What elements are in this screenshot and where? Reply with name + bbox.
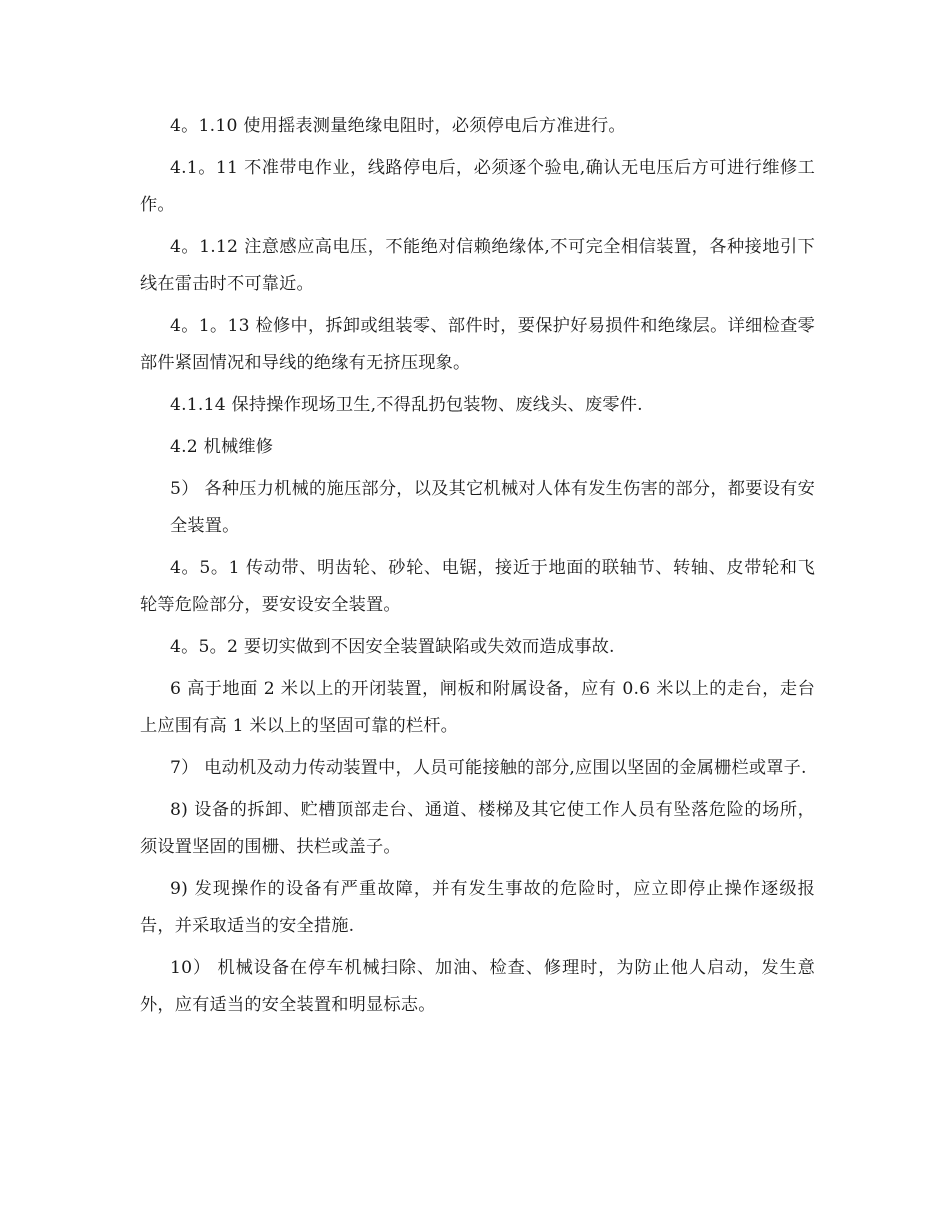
- paragraph-4-5-2: 4。5。2 要切实做到不因安全装置缺陷或失效而造成事故.: [170, 637, 615, 657]
- paragraph-item-8: 8) 设备的拆卸、贮槽顶部走台、通道、楼梯及其它使工作人员有坠落危险的场所，须设置坚固的围栅、扶栏或盖子。: [140, 800, 815, 857]
- paragraph-4-5-1: 4。5。1 传动带、明齿轮、砂轮、电锯，接近于地面的联轴节、转轴、皮带轮和飞轮等危险部分，要安设安全装置。: [140, 558, 815, 615]
- document-page: [140, 108, 815, 1029]
- section-heading-4-2: 4.2 机械维修: [170, 437, 274, 457]
- paragraph-4-1-12: 4。1.12 注意感应高电压，不能绝对信赖绝缘体,不可完全相信装置，各种接地引下线在雷击时不可靠近。: [140, 237, 815, 294]
- paragraph-item-6: 6 高于地面 2 米以上的开闭装置，闸板和附属设备，应有 0.6 米以上的走台，走台上应围有高 1 米以上的坚固可靠的栏杆。: [140, 679, 815, 736]
- paragraph-4-1-11: 4.1。11 不准带电作业，线路停电后，必须逐个验电,确认无电压后方可进行维修工作。: [140, 158, 815, 215]
- paragraph-item-10: 10） 机械设备在停车机械扫除、加油、检查、修理时，为防止他人启动，发生意外，应有适当的安全装置和明显标志。: [140, 958, 815, 1015]
- paragraph-item-9: 9) 发现操作的设备有严重故障，并有发生事故的危险时，应立即停止操作逐级报告，并采取适当的安全措施.: [140, 879, 815, 936]
- paragraph-4-1-10: 4。1.10 使用摇表测量绝缘电阻时，必须停电后方准进行。: [170, 116, 626, 136]
- paragraph-item-5: 5） 各种压力机械的施压部分，以及其它机械对人体有发生伤害的部分，都要设有安全装置。: [170, 479, 815, 536]
- paragraph-4-1-13: 4。1。13 检修中，拆卸或组装零、部件时，要保护好易损件和绝缘层。详细检查零部件紧固情况和导线的绝缘有无挤压现象。: [140, 316, 815, 373]
- paragraph-4-1-14: 4.1.14 保持操作现场卫生,不得乱扔包装物、废线头、废零件.: [170, 395, 643, 415]
- paragraph-item-7: 7） 电动机及动力传动装置中，人员可能接触的部分,应围以坚固的金属栅栏或罩子.: [170, 758, 807, 778]
